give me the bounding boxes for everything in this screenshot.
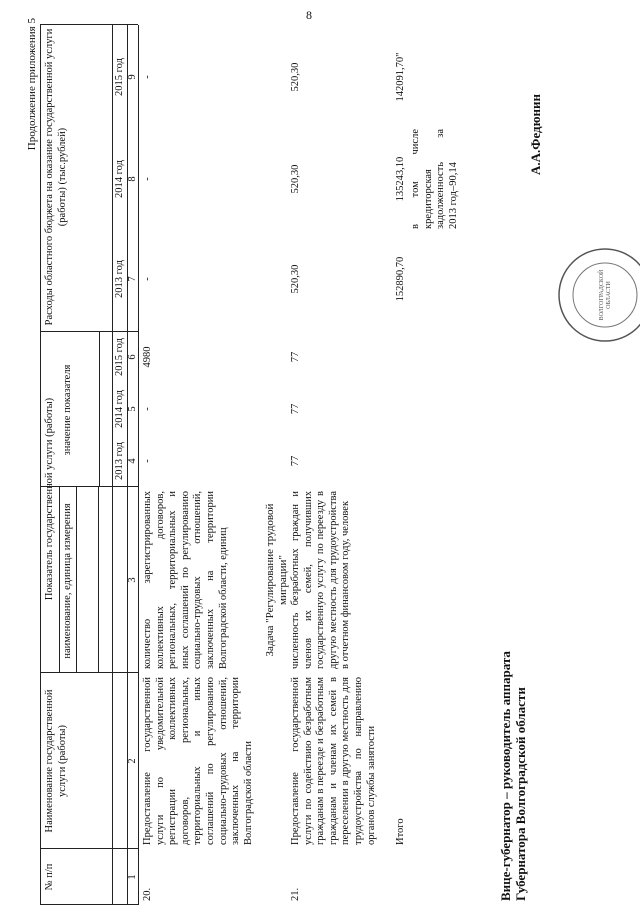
official-stamp — [555, 245, 640, 345]
colnum-3: 3 — [127, 577, 138, 583]
row20-v2014: - — [142, 407, 153, 411]
row20-v2013: - — [142, 459, 153, 463]
row21-v2015: 77 — [290, 351, 301, 363]
appendix-caption: Продолжение приложения 5 — [26, 18, 38, 151]
row21-e2014: 520,30 — [290, 164, 301, 194]
colnum-2: 2 — [127, 758, 138, 764]
header-name: Наименование государственной услуги (работы) — [44, 689, 68, 833]
colnum-9: 9 — [127, 74, 138, 80]
colnum-1: 1 — [127, 874, 138, 880]
page-number: 8 — [306, 8, 312, 22]
total-e2014-note: в том числе кредиторская задолженность за 2013 год–90,14 — [410, 129, 459, 229]
row21-name: Предоставление государственной услуги по содействию безработным гражданам в переезде и безработным гражданам и членам их семей в переселении в другую местность для трудоустройства по направлению органов службы занятости — [290, 677, 377, 845]
row20-e2013: - — [142, 277, 153, 281]
total-e2014: 135243,10 — [395, 156, 406, 202]
header-exp-2014: 2014 год — [114, 160, 125, 198]
signature-position: Вице-губернатор – руководитель аппарата Губернатора Волгоградской области — [498, 651, 528, 901]
section-title: Задача "Регулирование трудовой миграции" — [264, 503, 289, 657]
row21-e2013: 520,30 — [290, 264, 301, 294]
header-unit: наименование, единица измерения — [62, 503, 73, 659]
row21-v2013: 77 — [290, 455, 301, 467]
header-indicator-group: Показатель государственной услуги (работы) — [44, 397, 55, 601]
total-e2015: 142091,70" — [395, 52, 406, 102]
total-e2013: 152890,70 — [395, 256, 406, 302]
row20-name: Предоставление государственной услуги по уведомительной регистрации коллективных договоров, региональных, территориальных и иных соглашений по регулированию социально-трудовых отношений, заключенных на территории Волгоградской области — [142, 677, 254, 845]
header-year-2013: 2013 год — [114, 442, 125, 480]
row20-v2015: 4980 — [142, 346, 153, 368]
colnum-7: 7 — [127, 276, 138, 282]
stamp-text: ВОЛГОГРАДСКОЙ ОБЛАСТИ — [599, 269, 612, 321]
colnum-5: 5 — [127, 406, 138, 412]
header-expenses-group: Расходы областного бюджета на оказание государственной услуги (работы) (тыс.рублей) — [44, 28, 68, 326]
row20-e2015: - — [142, 75, 153, 79]
total-label: Итого — [395, 818, 406, 845]
row20-e2014: - — [142, 177, 153, 181]
colnum-6: 6 — [127, 354, 138, 360]
header-exp-2015: 2015 год — [114, 58, 125, 96]
row20-num: 20. — [142, 887, 153, 901]
colnum-4: 4 — [127, 458, 138, 464]
row21-unit: численность безработных граждан и членов их семей, получивших государственную услугу по переезду в другую местность для трудоустройства в отчетном финансовом году, человек — [290, 491, 352, 669]
header-year-2015: 2015 год — [114, 338, 125, 376]
signature-name: А.А.Федюнин — [528, 93, 543, 175]
colnum-8: 8 — [127, 176, 138, 182]
header-values-group: значение показателя — [62, 364, 73, 456]
row21-num: 21. — [290, 887, 301, 901]
header-exp-2013: 2013 год — [114, 260, 125, 298]
header-num: № п/п — [44, 863, 55, 891]
row21-e2015: 520,30 — [290, 62, 301, 92]
header-year-2014: 2014 год — [114, 390, 125, 428]
row21-v2014: 77 — [290, 403, 301, 415]
row20-unit: количество зарегистрированных коллективных договоров, региональных, территориальных и иных соглашений по регулированию социально-трудовых отношений, заключенных на территории Волгоградской области, единиц — [142, 491, 229, 669]
